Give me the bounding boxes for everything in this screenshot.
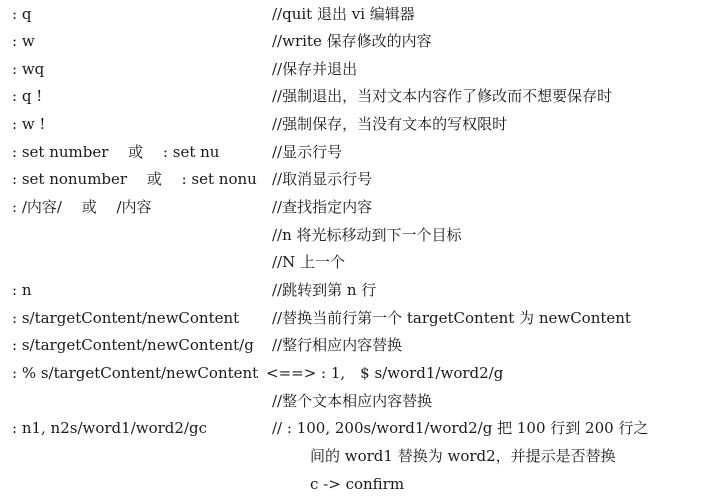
command-text: : set nonumber 或 : set nonu: [12, 170, 257, 188]
command-row-set-number: [0, 139, 713, 166]
command-text: : /内容/ 或 /内容: [12, 198, 152, 216]
command-description: //查找指定内容: [272, 198, 373, 216]
command-text: : s/targetContent/newContent/g: [12, 336, 254, 354]
command-description: //取消显示行号: [272, 170, 373, 188]
command-text: : w !: [12, 115, 46, 133]
command-text: : n1, n2s/word1/word2/gc: [12, 419, 207, 437]
command-row-search-previous: [0, 249, 713, 276]
command-text: : % s/targetContent/newContent: [12, 364, 259, 382]
command-text: : q: [12, 5, 32, 23]
command-row-search: [0, 194, 713, 221]
command-row-write-quit: [0, 56, 713, 83]
command-description: //整个文本相应内容替换: [272, 392, 433, 410]
command-row-substitute-line: [0, 332, 713, 359]
command-description: //保存并退出: [272, 60, 358, 78]
command-row-force-quit: [0, 83, 713, 110]
command-description: //quit 退出 vi 编辑器: [272, 5, 415, 23]
command-row-quit: [0, 1, 713, 28]
command-text: : wq: [12, 60, 45, 78]
command-description: //n 将光标移动到下一个目标: [272, 226, 462, 244]
command-description: //替换当前行第一个 targetContent 为 newContent: [272, 309, 631, 327]
command-text: : w: [12, 32, 35, 50]
command-description: //跳转到第 n 行: [272, 281, 377, 299]
command-row-substitute-range-cont: [0, 443, 713, 470]
command-description: //整行相应内容替换: [272, 336, 403, 354]
command-row-substitute-all: [0, 360, 713, 387]
command-text: : set number 或 : set nu: [12, 143, 220, 161]
command-row-search-next: [0, 222, 713, 249]
command-row-substitute-first: [0, 305, 713, 332]
command-row-goto-line: [0, 277, 713, 304]
command-description: //显示行号: [272, 143, 343, 161]
command-row-substitute-range: [0, 415, 713, 442]
command-text: : n: [12, 281, 32, 299]
command-row-substitute-range-confirm: [0, 471, 713, 498]
command-description-continued: 间的 word1 替换为 word2，并提示是否替换: [310, 447, 616, 465]
command-description: //N 上一个: [272, 253, 346, 271]
command-description: <==> : 1, $ s/word1/word2/g: [266, 364, 504, 382]
command-row-write: [0, 28, 713, 55]
command-description: //强制退出，当对文本内容作了修改而不想要保存时: [272, 87, 613, 105]
command-description-continued: c -> confirm: [310, 475, 405, 493]
command-description: //write 保存修改的内容: [272, 32, 432, 50]
command-text: : q !: [12, 87, 43, 105]
command-text: : s/targetContent/newContent: [12, 309, 240, 327]
command-row-set-nonumber: [0, 166, 713, 193]
command-description: // : 100, 200s/word1/word2/g 把 100 行到 200 行之: [272, 419, 649, 437]
command-row-force-write: [0, 111, 713, 138]
command-row-substitute-all-note: [0, 388, 713, 415]
command-description: //强制保存，当没有文本的写权限时: [272, 115, 508, 133]
